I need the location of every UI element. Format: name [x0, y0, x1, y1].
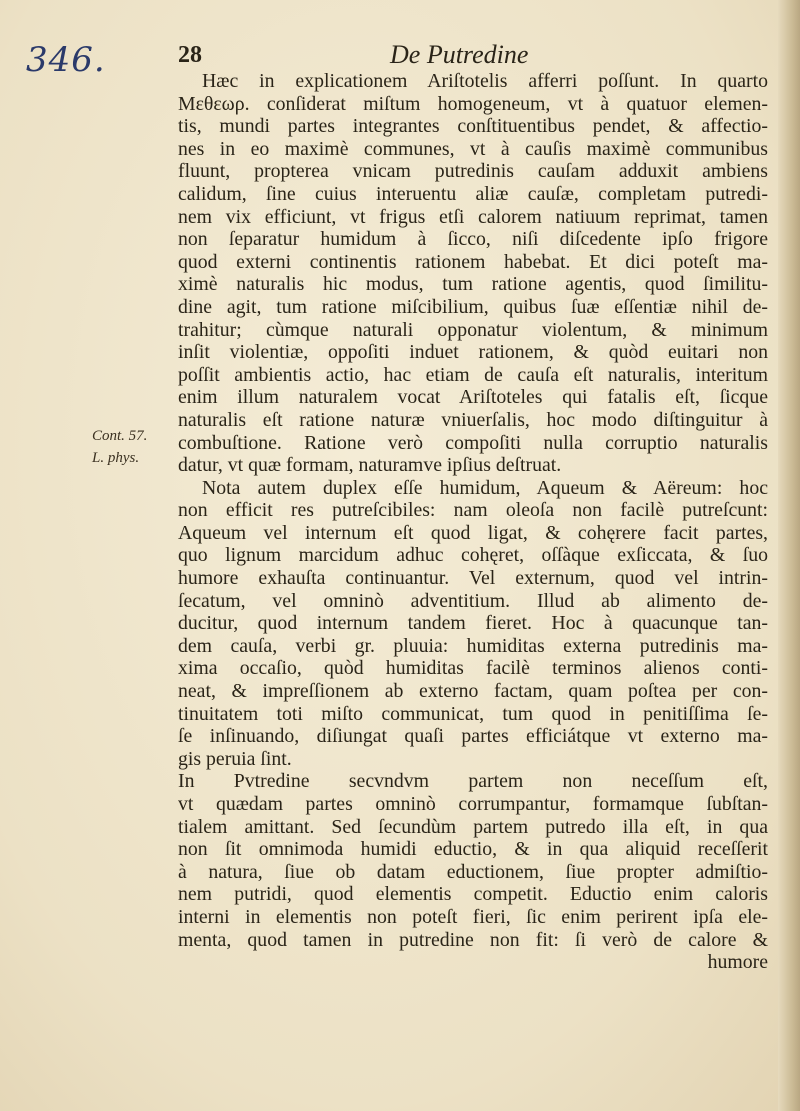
text-line: quo lignum marcidum adhuc cohęret, oſſàque exſiccata, & ſuo: [178, 544, 768, 567]
text-line: gis peruia ſint.: [178, 747, 292, 770]
text-line: ſecatum, vel omninò adventitium. Illud ab alimento de-: [178, 589, 768, 612]
text-line: tialem amittant. Sed ſecundùm partem putredo illa eſt, in qua: [178, 815, 768, 838]
text-line: datur, vt quæ formam, naturamve ipſius deſtruat.: [178, 454, 562, 477]
text-line: ximè naturalis hic modus, tum ratione agentis, quod ſimilitu-: [178, 273, 768, 296]
text-line: fluunt, propterea vnicam putredinis cauſam adduxit ambiens: [178, 160, 768, 183]
text-line: enim illum naturalem vocat Ariſtoteles qui fatalis eſt, ſicque: [178, 386, 768, 409]
text-line: humore exhauſta continuantur. Vel externum, quod vel intrin-: [178, 567, 768, 590]
text-line: Nota autem duplex eſſe humidum, Aqueum & Aëreum: hoc: [202, 476, 768, 499]
text-line: interni in elementis non poteſt fieri, ſic enim perirent ipſa ele-: [178, 905, 768, 928]
text-line: dem cauſa, verbi gr. pluuia: humiditas externa putredinis ma-: [178, 634, 768, 657]
text-line: quod externi continentis rationem habebat. Et dici poteſt ma-: [178, 250, 768, 273]
text-line: non ſeparatur humidum à ſicco, niſi diſcedente ipſo frigore: [178, 228, 768, 251]
text-line: non ſit omnimoda humidi eductio, & in qua aliquid receſſerit: [178, 838, 768, 861]
text-line: nem vix efficiunt, vt frigus etſi calorem natiuum reprimat, tamen: [178, 205, 768, 228]
text-line: neat, & impreſſionem ab externo factam, quam poſtea per con-: [178, 680, 768, 703]
section-heading-line: In Pvtredine secvndvm partem non neceſſum eſt,: [178, 770, 768, 793]
text-line: à natura, ſiue ob datam eductionem, ſiue propter admiſtio-: [178, 860, 768, 883]
text-line: ſe inſinuando, diſiungat quaſi partes efficiátque vt externo ma-: [178, 725, 768, 748]
text-line: nes in eo maximè communes, vt à cauſis maximè communibus: [178, 137, 768, 160]
body-text: [178, 70, 768, 974]
text-line: dine agit, tum ratione miſcibilium, quibus ſuæ eſſentiæ nihil de-: [178, 295, 768, 318]
text-line: menta, quod tamen in putredine non fit: ſi verò de calore &: [178, 928, 768, 951]
running-head: De Putredine: [390, 40, 529, 69]
text-line: non efficit res putreſcibiles: nam oleoſa non facilè putreſcunt:: [178, 499, 768, 522]
handwritten-page-number: 346.: [26, 40, 106, 80]
text-line: Hæc in explicationem Ariſtotelis afferri poſſunt. In quarto: [202, 70, 768, 92]
text-line: ducitur, quod internum tandem fieret. Hoc à quacunque tan-: [178, 612, 768, 635]
text-line: Μεθεωρ. conſiderat miſtum homogeneum, vt à quatuor elemen-: [178, 92, 768, 115]
text-line: poſſit ambientis actio, hac etiam de cauſa eſt naturalis, interitum: [178, 363, 768, 386]
text-line: naturalis eſt ratione naturæ vniuerſalis, hoc modo diſtinguitur à: [178, 408, 768, 431]
text-line: nem putridi, quod elementis competit. Eductio enim caloris: [178, 883, 768, 906]
margin-note-1: Cont. 57.: [92, 428, 148, 444]
page-edge: [778, 0, 800, 1111]
text-line: calidum, ſine cuius interuentu aliæ cauſæ, completam putredi-: [178, 182, 768, 205]
text-line: Aqueum vel internum eſt quod ligat, & cohęrere facit partes,: [178, 521, 768, 544]
text-line: combuſtione. Ratione verò compoſiti nulla corruptio naturalis: [178, 431, 768, 454]
margin-note-2: L. phys.: [92, 450, 140, 466]
catchword: humore: [707, 951, 768, 974]
folio-number: 28: [178, 42, 202, 68]
text-line: inſit violentiæ, oppoſiti induet rationem, & quòd euitari non: [178, 341, 768, 364]
text-line: xima occaſio, quòd humiditas facilè terminos alienos conti-: [178, 657, 768, 680]
text-line: tinuitatem toti miſto communicat, tum quod in penitiſſima ſe-: [178, 702, 768, 725]
text-line: trahitur; cùmque naturali opponatur violentum, & minimum: [178, 318, 768, 341]
text-line: vt quædam partes omninò corrumpantur, formamque ſubſtan-: [178, 793, 768, 815]
text-line: tis, mundi partes integrantes conſtituentibus pendet, & affectio-: [178, 115, 768, 138]
